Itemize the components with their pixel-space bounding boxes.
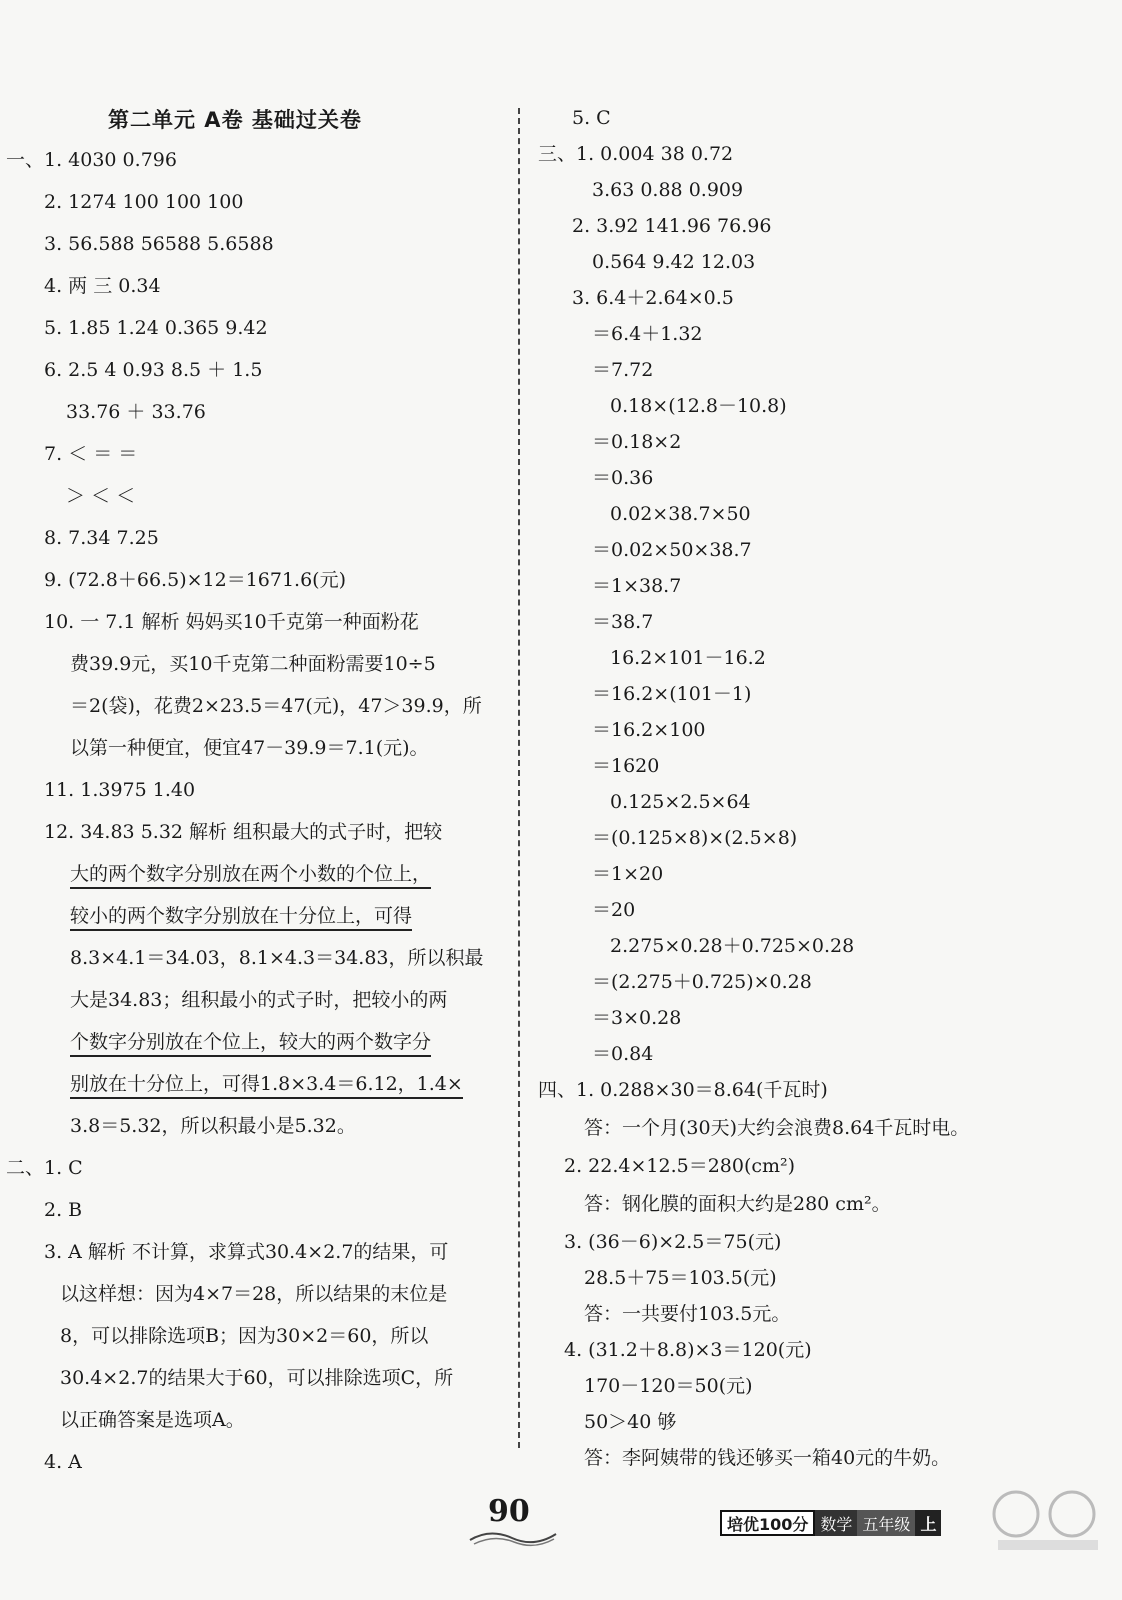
page-number: 90 [488,1494,530,1529]
answer-line: 4. (31.2＋8.8)×3＝120(元) [564,1339,812,1361]
answer-line: 8. 7.34 7.25 [44,527,159,549]
answer-line: 三、1. 0.004 38 0.72 [538,143,734,165]
answer-line: 0.564 9.42 12.03 [592,251,756,273]
answer-line: 较小的两个数字分别放在十分位上，可得 [70,904,412,931]
answer-line: 以第一种便宜，便宜47－39.9＝7.1(元)。 [70,737,429,759]
answer-line: 50＞40 够 [584,1411,677,1433]
answer-line: 一、1. 4030 0.796 [6,149,177,171]
answer-line: 答：一共要付103.5元。 [584,1303,791,1325]
answer-line: ＝1×20 [592,863,664,885]
brand-name: 培优100分 [720,1510,815,1536]
answer-line: ＝1×38.7 [592,575,682,597]
answer-line: ＝3×0.28 [592,1007,682,1029]
answer-line: 2. B [44,1199,83,1221]
answer-line: 11. 1.3975 1.40 [44,779,196,801]
column-divider [518,108,520,1448]
answer-line: 3.8＝5.32，所以积最小是5.32。 [70,1115,356,1137]
answer-line: 3.63 0.88 0.909 [592,179,744,201]
answer-line: 2. 3.92 141.96 76.96 [572,215,772,237]
answer-line: ＞ ＜ ＜ [66,485,136,507]
answer-line: 3. (36－6)×2.5＝75(元) [564,1231,782,1253]
answer-line: ＝(2.275＋0.725)×0.28 [592,971,812,993]
answer-line: 8，可以排除选项B；因为30×2＝60，所以 [60,1325,429,1347]
answer-line: 16.2×101－16.2 [610,647,766,669]
brand-subject: 数学 [815,1510,857,1536]
answer-line: ＝0.02×50×38.7 [592,539,752,561]
answer-line: 2.275×0.28＋0.725×0.28 [610,935,855,957]
answer-line: 10. 一 7.1 解析 妈妈买10千克第一种面粉花 [44,611,419,633]
answer-line: ＝16.2×(101－1) [592,683,752,705]
answer-line: 答：一个月(30天)大约会浪费8.64千瓦时电。 [584,1117,970,1139]
answer-line: 8.3×4.1＝34.03，8.1×4.3＝34.83，所以积最 [70,947,484,969]
answer-line: 3. 6.4＋2.64×0.5 [572,287,734,309]
answer-line: ＝0.36 [592,467,654,489]
wave-ornament-icon [468,1526,558,1548]
answer-line: ＝7.72 [592,359,654,381]
answer-line: 0.18×(12.8－10.8) [610,395,787,417]
page-title: 第二单元 A卷 基础过关卷 [108,108,362,132]
answer-line: 30.4×2.7的结果大于60，可以排除选项C，所 [60,1367,454,1389]
answer-line: 3. 56.588 56588 5.6588 [44,233,274,255]
answer-line: 大是34.83；组积最小的式子时，把较小的两 [70,989,448,1011]
answer-line: 0.125×2.5×64 [610,791,751,813]
answer-line: 5. 1.85 1.24 0.365 9.42 [44,317,268,339]
answer-line: ＝0.18×2 [592,431,682,453]
answer-line: 170－120＝50(元) [584,1375,753,1397]
watermark-logo-icon [988,1484,1108,1554]
answer-line: 6. 2.5 4 0.93 8.5 ＋ 1.5 [44,359,263,381]
answer-line: ＝2(袋)，花费2×23.5＝47(元)，47＞39.9，所 [70,695,482,717]
brand-volume: 上 [915,1510,941,1536]
answer-line: 以这样想：因为4×7＝28，所以结果的末位是 [60,1283,448,1305]
brand-grade: 五年级 [857,1510,915,1536]
answer-line: ＝16.2×100 [592,719,706,741]
answer-line: 4. 两 三 0.34 [44,275,161,297]
answer-line: 28.5＋75＝103.5(元) [584,1267,777,1289]
answer-line: ＝6.4＋1.32 [592,323,703,345]
brand-badge [720,1510,941,1536]
answer-line: 7. ＜ ＝ ＝ [44,443,138,465]
answer-line: 12. 34.83 5.32 解析 组积最大的式子时，把较 [44,821,443,843]
answer-line: ＝(0.125×8)×(2.5×8) [592,827,798,849]
answer-line: ＝1620 [592,755,660,777]
answer-line: 0.02×38.7×50 [610,503,751,525]
answer-line: 4. A [44,1451,82,1473]
answer-line: 别放在十分位上，可得1.8×3.4＝6.12，1.4× [70,1072,463,1099]
answer-line: 3. A 解析 不计算，求算式30.4×2.7的结果，可 [44,1241,449,1263]
answer-line: 2. 1274 100 100 100 [44,191,244,213]
answer-line: 大的两个数字分别放在两个小数的个位上， [70,862,431,889]
answer-line: 33.76 ＋ 33.76 [66,401,206,423]
answer-line: 个数字分别放在个位上，较大的两个数字分 [70,1030,431,1057]
answer-line: ＝0.84 [592,1043,654,1065]
answer-line: 答：钢化膜的面积大约是280 cm²。 [584,1193,891,1215]
answer-line: 二、1. C [6,1157,83,1179]
answer-line: 2. 22.4×12.5＝280(cm²) [564,1155,796,1177]
answer-line: 费39.9元，买10千克第二种面粉需要10÷5 [70,653,436,675]
answer-line: 四、1. 0.288×30＝8.64(千瓦时) [538,1079,828,1101]
answer-line: 答：李阿姨带的钱还够买一箱40元的牛奶。 [584,1447,951,1469]
answer-line: ＝20 [592,899,636,921]
answer-line: 以正确答案是选项A。 [60,1409,245,1431]
answer-line: ＝38.7 [592,611,654,633]
answer-line: 5. C [572,107,611,129]
answer-line: 9. (72.8＋66.5)×12＝1671.6(元) [44,569,347,591]
